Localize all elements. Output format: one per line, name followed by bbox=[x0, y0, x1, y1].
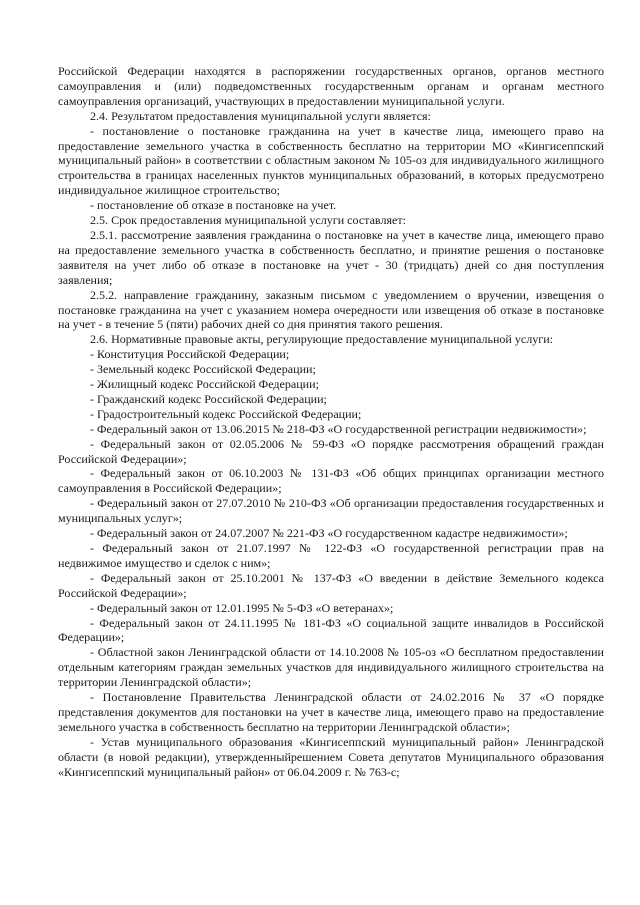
paragraph: - Областной закон Ленинградской области от 14.10.2008 № 105-оз «О бесплатном предоставлении отдельным категориям граждан земельных участков для индивидуального жилищного строительства на территории Ленинградской области»; bbox=[58, 645, 604, 690]
paragraph: - Устав муниципального образования «Кингисеппский муниципальный район» Ленинградской области (в новой редакции), утвержденныйрешением Совета депутатов Муниципального образования «Кингисеппский муниципальный район» от 06.04.2009 г. № 763-с; bbox=[58, 734, 604, 779]
paragraph: - Федеральный закон от 27.07.2010 № 210-ФЗ «Об организации предоставления государственных и муниципальных услуг»; bbox=[58, 496, 604, 526]
paragraph: 2.5. Срок предоставления муниципальной услуги составляет: bbox=[90, 213, 406, 228]
paragraph: - постановление об отказе в постановке на учет. bbox=[90, 198, 337, 213]
paragraph: 2.6. Нормативные правовые акты, регулирующие предоставление муниципальной услуги: bbox=[90, 332, 554, 347]
paragraph: - Федеральный закон от 02.05.2006 № 59-ФЗ «О порядке рассмотрения обращений граждан Российской Федерации»; bbox=[58, 436, 604, 466]
paragraph: - Федеральный закон от 24.11.1995 № 181-ФЗ «О социальной защите инвалидов в Российской Федерации»; bbox=[58, 615, 604, 645]
paragraph: - Федеральный закон от 25.10.2001 № 137-ФЗ «О введении в действие Земельного кодекса Российской Федерации»; bbox=[58, 570, 604, 600]
paragraph: - Федеральный закон от 06.10.2003 № 131-ФЗ «Об общих принципах организации местного самоуправления в Российской Федерации»; bbox=[58, 466, 604, 496]
paragraph: - Федеральный закон от 12.01.1995 № 5-ФЗ «О ветеранах»; bbox=[90, 600, 394, 615]
paragraph: 2.5.2. направление гражданину, заказным письмом с уведомлением о вручении, извещения о постановке гражданина на учет с указанием номера очередности или извещения об отказе в постановке на учет - в течение 5 (пяти) рабочих дней со дня принятия такого решения. bbox=[58, 287, 604, 332]
paragraph: - Федеральный закон от 21.07.1997 № 122-ФЗ «О государственной регистрации прав на недвижимое имущество и сделок с ним»; bbox=[58, 541, 604, 570]
document-page bbox=[58, 64, 604, 780]
paragraph: - Жилищный кодекс Российской Федерации; bbox=[90, 377, 319, 392]
paragraph: - Федеральный закон от 13.06.2015 № 218-ФЗ «О государственной регистрации недвижимости»; bbox=[90, 421, 587, 436]
paragraph: - Гражданский кодекс Российской Федерации; bbox=[90, 391, 327, 406]
paragraph: Российской Федерации находятся в распоряжении государственных органов, органов местного самоуправления и (или) подведомственных государственным органам и органам местного самоуправления организаций, участвующих в предоставлении муниципальной услуги. bbox=[58, 64, 604, 108]
paragraph: - Конституция Российской Федерации; bbox=[90, 347, 290, 362]
paragraph: 2.5.1. рассмотрение заявления гражданина о постановке на учет в качестве лица, имеющего право на предоставление земельного участка в собственность бесплатно, и принятие решения о постановке заявителя на учет либо об отказе в постановке на учет - 30 (тридцать) дней со дня поступления заявления; bbox=[58, 227, 604, 287]
paragraph: 2.4. Результатом предоставления муниципальной услуги является: bbox=[90, 108, 431, 123]
paragraph: - Земельный кодекс Российской Федерации; bbox=[90, 362, 316, 377]
paragraph: - Постановление Правительства Ленинградской области от 24.02.2016 № 37 «О порядке представления документов для постановки на учет в качестве лица, имеющего право на предоставление земельного участка в собственность бесплатно на территории Ленинградской области»; bbox=[58, 690, 604, 734]
paragraph: - постановление о постановке гражданина на учет в качестве лица, имеющего право на предоставление земельного участка в собственность бесплатно на территории МО «Кингисеппский муниципальный район» в соответствии с областным законом № 105-оз для индивидуального жилищного строительства в границах населенных пунктов муниципальных образований, в которых предусмотрено индивидуальное жилищное строительство; bbox=[58, 123, 604, 198]
paragraph: - Градостроительный кодекс Российской Федерации; bbox=[90, 406, 362, 421]
paragraph: - Федеральный закон от 24.07.2007 № 221-ФЗ «О государственном кадастре недвижимости»; bbox=[90, 526, 568, 541]
